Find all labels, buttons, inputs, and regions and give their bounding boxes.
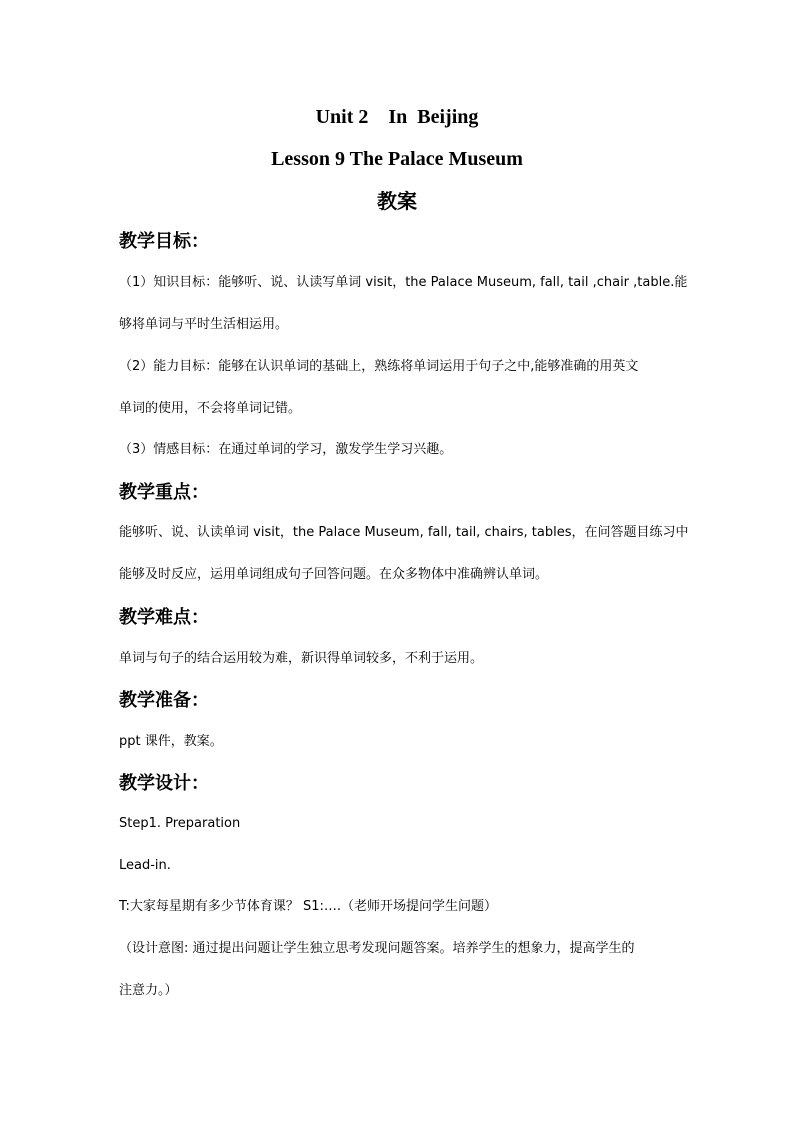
objectives-heading: 教学目标：	[119, 231, 209, 252]
design-line: T:大家每星期有多少节体育课？ S1:….（老师开场提问学生问题）	[119, 899, 498, 914]
objectives-line: 够将单词与平时生活相运用。	[119, 317, 289, 332]
lesson-title: Lesson 9 The Palace Museum	[271, 148, 523, 170]
design-line: （设计意图: 通过提出问题让学生独立思考发现问题答案。培养学生的想象力，提高学生的	[119, 941, 635, 956]
design-heading: 教学设计：	[119, 773, 209, 794]
document-type-title: 教案	[377, 189, 417, 213]
objectives-line: （1）知识目标：能够听、说、认读写单词 visit，the Palace Museum, fall, tail ,chair ,table.能	[119, 275, 688, 290]
preparation-line: ppt 课件，教案。	[119, 734, 223, 749]
key-points-heading: 教学重点：	[119, 482, 209, 503]
difficulties-line: 单词与句子的结合运用较为难，新识得单词较多，不利于运用。	[119, 651, 484, 666]
design-line: 注意力。）	[119, 983, 178, 998]
objectives-line: （3）情感目标：在通过单词的学习，激发学生学习兴趣。	[119, 442, 453, 457]
key-points-line: 能够听、说、认读单词 visit，the Palace Museum, fall, tail, chairs, tables，在问答题目练习中	[119, 525, 689, 540]
design-line: Step1. Preparation	[119, 816, 241, 831]
key-points-line: 能够及时反应，运用单词组成句子回答问题。在众多物体中准确辨认单词。	[119, 567, 549, 582]
objectives-line: 单词的使用，不会将单词记错。	[119, 401, 302, 416]
objectives-line: （2）能力目标：能够在认识单词的基础上，熟练将单词运用于句子之中,能够准确的用英文	[119, 359, 639, 374]
preparation-heading: 教学准备：	[119, 690, 209, 711]
difficulties-heading: 教学难点：	[119, 607, 209, 628]
design-line: Lead-in.	[119, 858, 171, 873]
unit-title: Unit 2 In Beijing	[315, 106, 479, 128]
